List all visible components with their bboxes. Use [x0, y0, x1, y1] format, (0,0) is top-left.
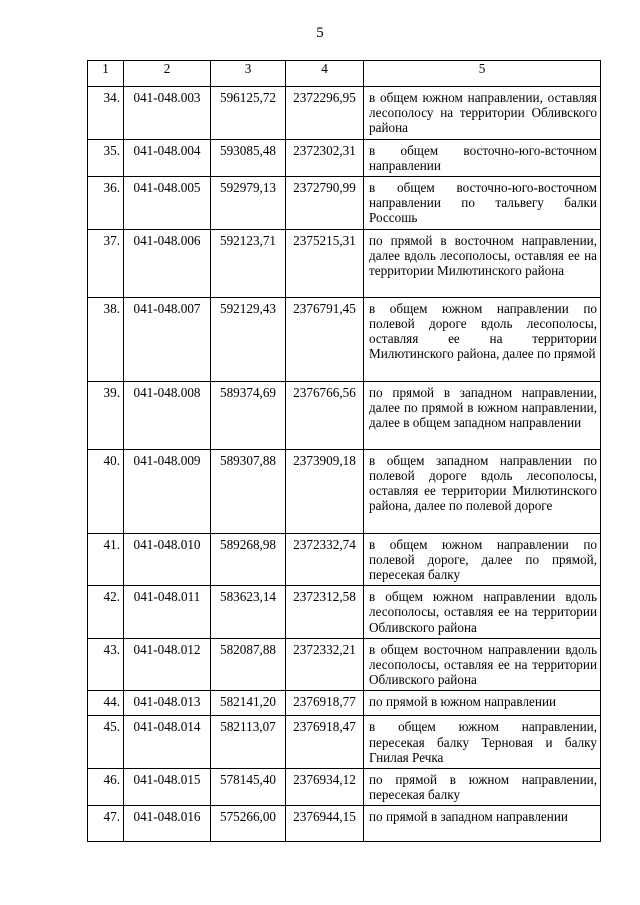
x-coordinate-cell: 583623,14 [211, 586, 286, 639]
x-coordinate-cell: 589268,98 [211, 533, 286, 586]
y-coordinate-cell: 2376944,15 [286, 806, 364, 842]
boundary-description-cell: по прямой в западном направлении, далее по прямой в южном направлении, далее в общем западном направлении [364, 381, 601, 449]
table-row [88, 87, 601, 140]
row-number-cell: 36. [88, 177, 124, 230]
point-code-cell: 041-048.004 [124, 139, 211, 176]
y-coordinate-cell: 2376918,77 [286, 691, 364, 716]
table-row [88, 691, 601, 716]
boundary-description-cell: в общем южном направлении, пересекая балку Терновая и балку Гнилая Речка [364, 716, 601, 769]
table-row [88, 297, 601, 381]
x-coordinate-cell: 582141,20 [211, 691, 286, 716]
point-code-cell: 041-048.010 [124, 533, 211, 586]
x-coordinate-cell: 578145,40 [211, 769, 286, 806]
row-number-cell: 35. [88, 139, 124, 176]
x-coordinate-cell: 582087,88 [211, 638, 286, 691]
point-code-cell: 041-048.014 [124, 716, 211, 769]
table-row [88, 716, 601, 769]
y-coordinate-cell: 2376918,47 [286, 716, 364, 769]
y-coordinate-cell: 2376791,45 [286, 297, 364, 381]
y-coordinate-cell: 2372312,58 [286, 586, 364, 639]
row-number-cell: 45. [88, 716, 124, 769]
coordinates-table [87, 60, 601, 842]
y-coordinate-cell: 2372332,21 [286, 638, 364, 691]
point-code-cell: 041-048.011 [124, 586, 211, 639]
point-code-cell: 041-048.009 [124, 449, 211, 533]
boundary-description-cell: в общем восточном направлении вдоль лесополосы, оставляя ее на территории Обливского района [364, 638, 601, 691]
x-coordinate-cell: 582113,07 [211, 716, 286, 769]
x-coordinate-cell: 592123,71 [211, 229, 286, 297]
column-header: 3 [211, 61, 286, 87]
point-code-cell: 041-048.008 [124, 381, 211, 449]
table-row [88, 449, 601, 533]
table-row [88, 381, 601, 449]
y-coordinate-cell: 2372302,31 [286, 139, 364, 176]
x-coordinate-cell: 596125,72 [211, 87, 286, 140]
x-coordinate-cell: 592979,13 [211, 177, 286, 230]
column-header: 1 [88, 61, 124, 87]
table-row [88, 806, 601, 842]
table-row [88, 139, 601, 176]
boundary-description-cell: в общем южном направлении вдоль лесополосы, оставляя ее на территории Обливского района [364, 586, 601, 639]
x-coordinate-cell: 589374,69 [211, 381, 286, 449]
table-row [88, 229, 601, 297]
boundary-description-cell: по прямой в западном направлении [364, 806, 601, 842]
row-number-cell: 47. [88, 806, 124, 842]
y-coordinate-cell: 2373909,18 [286, 449, 364, 533]
table-row [88, 586, 601, 639]
point-code-cell: 041-048.005 [124, 177, 211, 230]
table-row [88, 769, 601, 806]
table-header-row [88, 61, 601, 87]
row-number-cell: 43. [88, 638, 124, 691]
y-coordinate-cell: 2376934,12 [286, 769, 364, 806]
row-number-cell: 37. [88, 229, 124, 297]
point-code-cell: 041-048.012 [124, 638, 211, 691]
point-code-cell: 041-048.013 [124, 691, 211, 716]
boundary-description-cell: в общем восточно-юго-всточном направлении [364, 139, 601, 176]
x-coordinate-cell: 592129,43 [211, 297, 286, 381]
boundary-description-cell: по прямой в восточном направлении, далее вдоль лесополосы, оставляя ее на территории Милютинского района [364, 229, 601, 297]
row-number-cell: 44. [88, 691, 124, 716]
column-header: 2 [124, 61, 211, 87]
y-coordinate-cell: 2376766,56 [286, 381, 364, 449]
page-number: 5 [316, 25, 324, 41]
point-code-cell: 041-048.015 [124, 769, 211, 806]
x-coordinate-cell: 589307,88 [211, 449, 286, 533]
table-row [88, 533, 601, 586]
point-code-cell: 041-048.016 [124, 806, 211, 842]
boundary-description-cell: по прямой в южном направлении, пересекая балку [364, 769, 601, 806]
table-row [88, 177, 601, 230]
row-number-cell: 39. [88, 381, 124, 449]
row-number-cell: 41. [88, 533, 124, 586]
boundary-description-cell: в общем южном направлении, оставляя лесополосу на территории Обливского района [364, 87, 601, 140]
column-header: 5 [364, 61, 601, 87]
x-coordinate-cell: 593085,48 [211, 139, 286, 176]
boundary-description-cell: в общем южном направлении по полевой дороге, далее по прямой, пересекая балку [364, 533, 601, 586]
boundary-description-cell: по прямой в южном направлении [364, 691, 601, 716]
point-code-cell: 041-048.003 [124, 87, 211, 140]
row-number-cell: 40. [88, 449, 124, 533]
boundary-description-cell: в общем южном направлении по полевой дороге вдоль лесополосы, оставляя ее на территории Милютинского района, далее по прямой [364, 297, 601, 381]
x-coordinate-cell: 575266,00 [211, 806, 286, 842]
y-coordinate-cell: 2375215,31 [286, 229, 364, 297]
y-coordinate-cell: 2372332,74 [286, 533, 364, 586]
y-coordinate-cell: 2372790,99 [286, 177, 364, 230]
point-code-cell: 041-048.007 [124, 297, 211, 381]
column-header: 4 [286, 61, 364, 87]
point-code-cell: 041-048.006 [124, 229, 211, 297]
boundary-description-cell: в общем восточно-юго-восточном направлении по тальвегу балки Россошь [364, 177, 601, 230]
row-number-cell: 42. [88, 586, 124, 639]
table-row [88, 638, 601, 691]
row-number-cell: 38. [88, 297, 124, 381]
row-number-cell: 34. [88, 87, 124, 140]
boundary-description-cell: в общем западном направлении по полевой дороге вдоль лесополосы, оставляя ее территории Милютинского района, далее по полевой дороге [364, 449, 601, 533]
row-number-cell: 46. [88, 769, 124, 806]
y-coordinate-cell: 2372296,95 [286, 87, 364, 140]
